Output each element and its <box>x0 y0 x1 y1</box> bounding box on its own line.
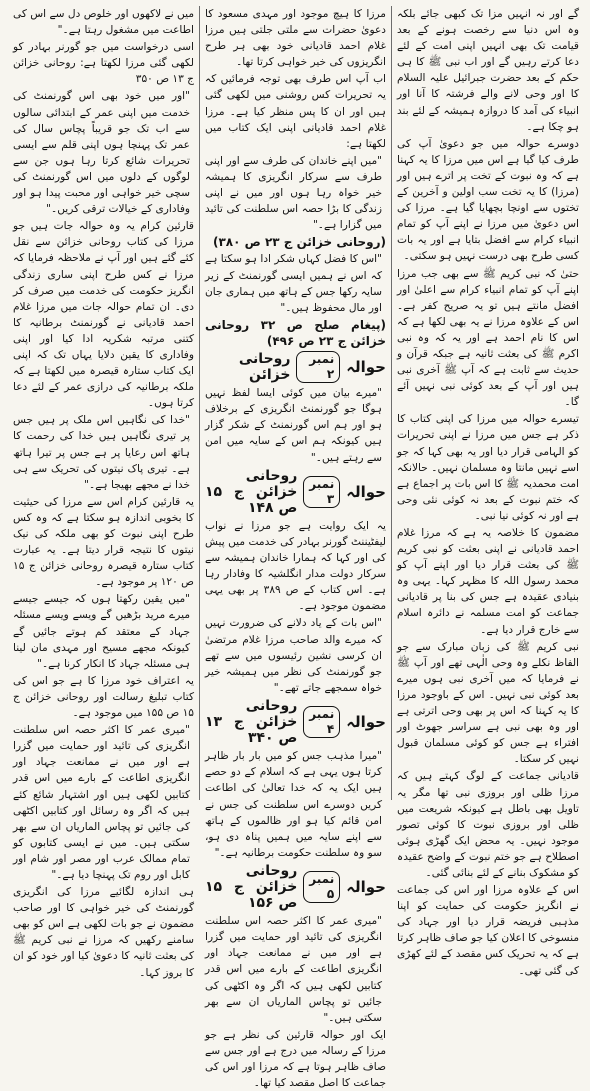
quoted-paragraph: "اس کا فضل کہاں شکر ادا ہو سکتا ہے کہ اس نے ہمیں ایسی گورنمنٹ کے زیر سایہ رکھا جس کے ہاتھ میں ہماری جان اور مال محفوظ ہیں۔" <box>205 253 382 314</box>
quoted-paragraph: "میرا مذہب جس کو میں بار بار ظاہر کرتا ہوں یہی ہے کہ اسلام کے دو حصے ہیں ایک یہ کہ خدا تعالیٰ کی اطاعت کریں دوسرے اس سلطنت کی جس نے امن قائم کیا ہو اور ظالموں کے ہاتھ سے اپنے سایہ میں ہمیں پناہ دی ہو، سو وہ سلطنت حکومت برطانیہ ہے۔" <box>205 750 382 859</box>
text-column <box>200 6 392 1090</box>
body-paragraph: نبی کریم ﷺ کی زبان مبارک سے جو الفاظ نکلے وہ وحی الٰہی تھے اور آپ ﷺ نے فرمایا کہ میں آخری نبی ہوں میرے بعد کوئی نبی نہیں۔ اس کے باوجود مرزا کا یہ کہنا کہ اس پر بھی وحی اترتی ہے اور وہ بھی نبی ہے سراسر جھوٹ اور افتراء ہے جس کو کوئی مسلمان قبول نہیں کر سکتا۔ <box>397 640 579 766</box>
reference-heading <box>205 351 386 383</box>
body-paragraph: دوسرے حوالہ میں جو دعویٰ آپ کی طرف کیا گیا ہے اس میں مرزا کا یہ کہنا ہے کہ وہ نبوت کے تخت پر اترے ہیں اور (مرزا) کا یہ تخت سب اولین و آخرین کے تختوں سے اونچا بچھایا گیا ہے۔ مرزا کی اس دعویٰ میں مرزا نے اپنے آپ کو تمام انبیاء کرام سے افضل بتایا ہے اور یہ بات کسی طرح بھی درست نہیں ہو سکتی۔ <box>397 137 579 263</box>
citation-reference: (پیغام صلح ص ۳۲ روحانی خزائن ج ۲۳ ص ۴۹۶) <box>205 317 386 348</box>
heading-number: نمبر ۴ <box>303 706 340 738</box>
body-paragraph: یہ ایک روایت ہے جو مرزا نے نواب لیفٹیننٹ گورنر بہادر کی خدمت میں پیش کی اور کہا کہ ہمارا خاندان ہمیشہ سے سرکار دولت مدار انگلشیہ کا وفادار رہا ہے۔ اس کتاب کے ص ۳۸۹ پر بھی یہی مضمون موجود ہے۔ <box>205 519 386 613</box>
quoted-paragraph: "اس بات کے یاد دلانے کی ضرورت نہیں کہ میرے والد صاحب مرزا غلام مرتضیٰ ان کرسی نشین رئیسوں میں سے تھے جو گورنمنٹ کی نظر میں ہمیشہ خیر خواہ سمجھے جاتے تھے۔" <box>205 617 382 694</box>
heading-title: حوالہ <box>346 877 386 896</box>
body-paragraph: ہی اندازہ لگائیے مرزا کی انگریزی گورنمنٹ کی خیر خواہی کا اور صاحب مضمون نے جو بات لکھی ہے اس کو بھی سامنے رکھیں کہ مرزا نے نبی کریم ﷺ کی بعثت ثانیہ کا دعویٰ کیا اور خود کو ان کا بروز کہا۔ <box>13 886 194 979</box>
body-paragraph: یہ قارئین کرام اس سے مرزا کی حیثیت کا بخوبی اندازہ ہو سکتا ہے کہ وہ کس طرح اپنی نبوت کو بھی ملکہ کی نیک نیتوں کا نتیجہ قرار دیتا ہے۔ یہ عبارت کتاب ستارہ قیصرہ روحانی خزائن ج ۱۵ ص ۱۲۰ پر موجود ہے۔ <box>13 495 194 589</box>
heading-reference: روحانی خزائن <box>238 350 291 384</box>
body-paragraph: یہ اعتراف خود مرزا کا ہے جو اس کی کتاب تبلیغ رسالت اور روحانی خزائن ج ۱۵ ص ۱۵۵ میں موجود ہے۔ <box>13 674 194 720</box>
quoted-paragraph: "میں یقین رکھتا ہوں کہ جیسے جیسے میرے مرید بڑھیں گے ویسے ویسے مسئلہ جہاد کے معتقد کم ہوتے جائیں گے کیونکہ مجھے مسیح اور مہدی مان لینا ہی مسئلہ جہاد کا انکار کرنا ہے۔" <box>13 593 190 670</box>
heading-reference: روحانی خزائن ج ۱۵ ص ۱۵۶ <box>205 862 298 912</box>
body-paragraph: مرزا کا ہیچ موجود اور مہدی مسعود کا دعویٰ حضرات سے ملتی جلتی ہیں مرزا غلام احمد قادیانی خود بھی ہر طرح انگریزوں کی خیر خواہی کرتا تھا۔ <box>205 8 386 69</box>
body-paragraph: گے اور نہ انہیں مزا تک کبھی جائے بلکہ وہ اس دنیا سے رخصت ہونے کے بعد قیامت تک بھی انہیں اپنی امت کے لئے دعا کرتے رہیں گے اور اب نبی ﷺ کا ہی حکم کے بعد حضرت جبرائیل علیہ السلام کا اور وحی لانے والے فرشتہ کا آنا اور انبیاء کی آمد کا دروازہ ہمیشہ کے لئے بند ہو چکا ہے۔ <box>397 8 579 133</box>
body-paragraph: مضمون کا خلاصہ یہ ہے کہ مرزا غلام احمد قادیانی نے اپنی بعثت کو نبی کریم ﷺ کی بعثت قرار دیا اور اپنے آپ کو محمد رسول اللہ کا مظہر کہا۔ یہی وہ بنیادی عقیدہ ہے جس کی بنا پر قادیانی جماعت کو امت مسلمہ نے دائرہ اسلام سے خارج قرار دیا ہے۔ <box>397 527 579 636</box>
heading-number: نمبر ۵ <box>303 871 340 903</box>
body-paragraph: قارئین کرام یہ وہ حوالہ جات ہیں جو مرزا کی کتاب روحانی خزائن سے نقل کئے گئے ہیں اور آپ نے ملاحظہ فرمایا کہ مرزا نے کس طرح اپنی ساری زندگی انگریز حکومت کی خدمت میں صرف کر دی۔ ان تمام حوالہ جات میں مرزا غلام احمد قادیانی نے گورنمنٹ برطانیہ کا کتنی مرتبہ شکریہ ادا کیا اور اپنی وفاداری کا یقین دلایا یہاں تک کہ اپنی ایک کتاب ستارہ قیصرہ میں لکھتا ہے کہ ملکہ برطانیہ کی درازی عمر کے لئے دعا کرتا ہوں۔ <box>13 220 194 410</box>
reference-heading <box>205 863 386 911</box>
body-paragraph: اسی درخواست میں جو گورنر بہادر کو لکھی گئی مرزا لکھتا ہے: روحانی خزائن ج ۱۳ ص ۳۵۰ <box>13 41 194 86</box>
heading-title: حوالہ <box>346 358 386 377</box>
body-paragraph: ایک اور حوالہ قارئین کی نظر ہے جو مرزا کے رسالہ میں درج ہے اور جس سے صاف ظاہر ہوتا ہے کہ مرزا اور اس کی جماعت کا اصل مقصد کیا تھا۔ <box>205 1028 386 1090</box>
heading-number: نمبر ۲ <box>296 351 340 383</box>
heading-title: حوالہ <box>346 482 386 501</box>
body-paragraph: قادیانی جماعت کے لوگ کہتے ہیں کہ مرزا ظلی اور بروزی نبی تھا مگر یہ تاویل بھی باطل ہے کیونکہ شریعت میں ظلی اور بروزی نبوت کا کوئی تصور موجود نہیں۔ یہ محض ایک گھڑی ہوئی اصطلاح ہے جو ختم نبوت کے واضح عقیدہ کو مشکوک بنانے کے لئے بنائی گئی۔ <box>397 770 579 879</box>
citation-reference: (روحانی خزائن ج ۲۳ ص ۳۸۰) <box>213 235 386 250</box>
quoted-paragraph: "میں اپنے خاندان کی طرف سے اور اپنی طرف سے سرکار انگریزی کا ہمیشہ خیر خواہ رہا ہوں اور میں نے اپنی زندگی کا بڑا حصہ اس سلطنت کی تائید میں گزارا ہے۔" <box>205 154 382 232</box>
reference-heading <box>205 698 386 746</box>
heading-reference: روحانی خزائن ج ۱۵ ص ۱۴۸ <box>205 467 298 516</box>
body-paragraph: اس کے علاوہ مرزا اور اس کی جماعت نے انگریز حکومت کی حمایت کو اپنا مذہبی فریضہ قرار دیا اور جہاد کی منسوخی کا اعلان کیا جو صاف ظاہر کرتا ہے کہ یہ تحریک کس مقصد کے لئے کھڑی کی گئی تھی۔ <box>397 884 579 977</box>
body-paragraph: تیسرے حوالہ میں مرزا کی اپنی کتاب کا ذکر ہے جس میں مرزا نے اپنی تحریرات کو الہامی قرار دیا اور یہ بھی کہا کہ جو اسے نہیں مانتا وہ مسلمان نہیں۔ حالانکہ امت محمدیہ ﷺ کا اس بات پر اجماع ہے کہ ختم نبوت کے بعد نہ کوئی نئی وحی ہے اور نہ کوئی نیا نبی۔ <box>397 413 579 522</box>
text-column <box>392 6 584 977</box>
heading-title: حوالہ <box>346 713 386 732</box>
heading-reference: روحانی خزائن ج ۱۳ ص ۳۴۰ <box>205 697 298 747</box>
body-paragraph: میں نے لاکھوں اور خلوص دل سے اس کی اطاعت میں مشغول رہتا ہے۔" <box>12 8 194 37</box>
quoted-paragraph: "خدا کی نگاہیں اس ملک پر ہیں جس پر تیری نگاہیں ہیں خدا کی رحمت کا ہاتھ اس رعایا پر ہے جس پر تیرا ہاتھ ہے۔ تیری پاک نیتوں کی تحریک سے ہی خدا نے مجھے بھیجا ہے۔" <box>13 414 190 491</box>
quoted-paragraph: "میرے بیان میں کوئی ایسا لفظ نہیں ہوگا جو گورنمنٹ انگریزی کے برخلاف ہو اور ہم اس گورنمنٹ کے شکر گزار ہیں کیونکہ ہم اس کے سایہ میں امن سے رہتے ہیں۔" <box>205 387 382 464</box>
quoted-paragraph: "اور میں خود بھی اس گورنمنٹ کی خدمت میں اپنی عمر کے ابتدائی سالوں سے اب تک جو قریباً پچاس سال کی عمر تک پہنچا ہوں اپنی قلم سے ایسی تحریرات شائع کرتا رہا ہوں جن سے لوگوں کے دلوں میں اس گورنمنٹ کی سچی خیر خواہی اور محبت پیدا ہو اور وفاداری کے خیالات ترقی کریں۔" <box>13 90 190 216</box>
reference-heading <box>205 468 386 516</box>
quoted-paragraph: "میری عمر کا اکثر حصہ اس سلطنت انگریزی کی تائید اور حمایت میں گزرا ہے اور میں نے ممانعت جہاد اور انگریزی اطاعت کے بارے میں اس قدر کتابیں لکھی ہیں کہ اگر وہ اکٹھی کی جائیں تو پچاس الماریاں ان سے بھر سکتی ہیں۔" <box>205 915 382 1024</box>
text-column <box>8 6 200 979</box>
body-paragraph: اب آپ اس طرف بھی توجہ فرمائیں کہ یہ تحریرات کس روشنی میں لکھی گئی ہیں اور ان کا پس منظر کیا ہے۔ مرزا غلام احمد قادیانی اپنی ایک کتاب میں لکھتا ہے: <box>205 73 386 150</box>
heading-number: نمبر ۳ <box>303 476 340 508</box>
body-paragraph: حتیٰ کہ نبی کریم ﷺ سے بھی جب مرزا اپنے آپ کو تمام انبیاء کرام سے اعلیٰ اور افضل مانتے ہیں تو یہ صریح کفر ہے۔ اس کے علاوہ مرزا نے یہ بھی لکھا ہے کہ اس کا نام احمد ہے اور یہ کہ وہ نبی اکرم ﷺ کی بعثت ثانیہ ہے جبکہ قرآن و حدیث سے ثابت ہے کہ آپ ﷺ آخری نبی ہیں اور آپ کے بعد کوئی نبی نہیں آئے گا۔ <box>397 267 579 409</box>
quoted-paragraph: "میری عمر کا اکثر حصہ اس سلطنت انگریزی کی تائید اور حمایت میں گزرا ہے اور میں نے ممانعت جہاد اور انگریزی اطاعت کے بارے میں اس قدر کتابیں لکھی ہیں اور اشتہار شائع کئے ہیں کہ اگر وہ رسائل اور کتابیں اکٹھی کی جائیں تو پچاس الماریاں ان سے بھر سکتی ہیں۔ میں نے ایسی کتابوں کو تمام ممالک عرب اور مصر اور شام اور کابل اور روم تک پہنچا دیا ہے۔" <box>13 724 190 881</box>
